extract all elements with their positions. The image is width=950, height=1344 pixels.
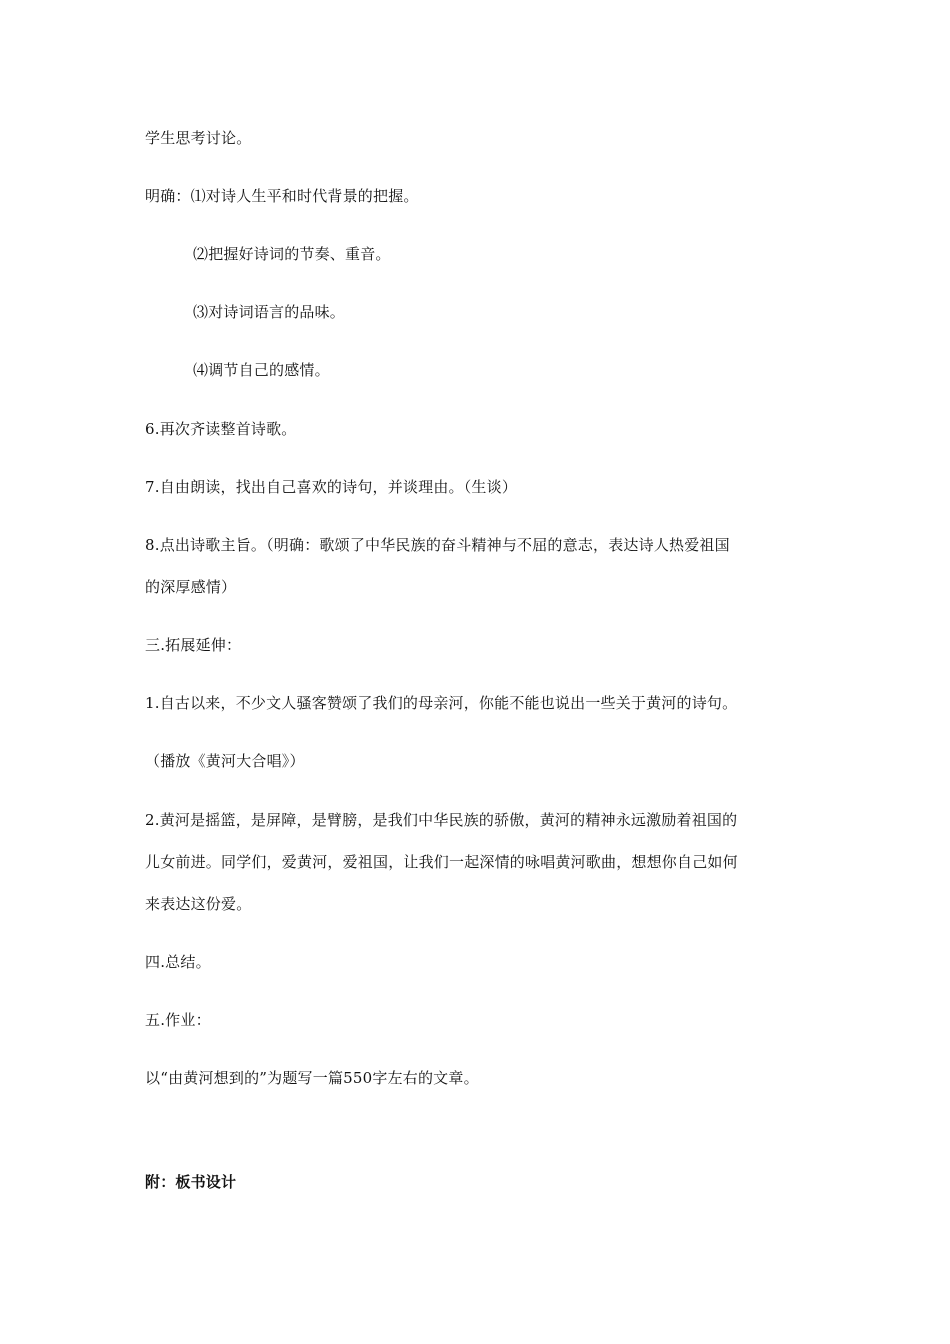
section-heading-extension: 三.拓展延伸：: [145, 636, 242, 654]
paragraph-homework: 以“由黄河想到的”为题写一篇550字左右的文章。: [145, 1069, 479, 1087]
paragraph-item-7: 7.自由朗读，找出自己喜欢的诗句，并谈理由。（生谈）: [145, 478, 518, 496]
paragraph-clarification-1: 明确：⑴对诗人生平和时代背景的把握。: [145, 187, 419, 205]
paragraph-extension-2-line-2: 儿女前进。同学们，爱黄河，爱祖国，让我们一起深情的咏唱黄河歌曲，想想你自己如何: [145, 853, 738, 871]
heading-board-design: 附：板书设计: [145, 1173, 237, 1191]
paragraph-clarification-4: ⑷调节自己的感情。: [193, 361, 330, 379]
paragraph-student-discussion: 学生思考讨论。: [145, 129, 252, 147]
paragraph-clarification-3: ⑶对诗词语言的品味。: [193, 303, 346, 321]
paragraph-item-6: 6.再次齐读整首诗歌。: [145, 420, 297, 438]
paragraph-extension-1: 1.自古以来，不少文人骚客赞颂了我们的母亲河，你能不能也说出一些关于黄河的诗句。: [145, 694, 738, 712]
paragraph-extension-2-line-3: 来表达这份爱。: [145, 895, 252, 913]
section-heading-summary: 四.总结。: [145, 953, 211, 971]
paragraph-clarification-2: ⑵把握好诗词的节奏、重音。: [193, 245, 391, 263]
section-heading-homework: 五.作业：: [145, 1011, 211, 1029]
paragraph-play-music: （播放《黄河大合唱》）: [145, 752, 305, 770]
paragraph-item-8-line-2: 的深厚感情）: [145, 578, 237, 596]
paragraph-item-8-line-1: 8.点出诗歌主旨。（明确：歌颂了中华民族的奋斗精神与不屈的意志，表达诗人热爱祖国: [145, 536, 730, 554]
paragraph-extension-2-line-1: 2.黄河是摇篮，是屏障，是臂膀，是我们中华民族的骄傲，黄河的精神永远激励着祖国的: [145, 811, 738, 829]
